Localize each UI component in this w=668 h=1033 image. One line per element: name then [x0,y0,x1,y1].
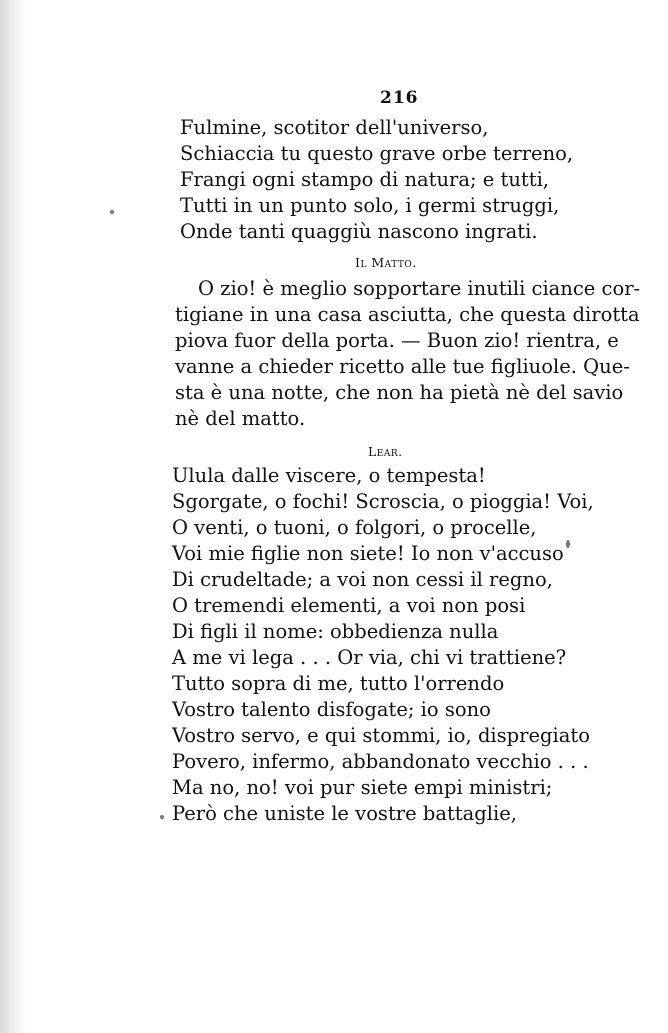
verse-line: Onde tanti quaggiù nascono ingrati. [180,220,538,243]
verse-line: O venti, o tuoni, o folgori, o procelle, [172,516,537,539]
paper-speck [160,815,164,819]
verse-line: Vostro servo, e qui stommi, io, dispregiato [172,724,590,747]
prose-line: nè del matto. [175,407,306,430]
verse-line: Vostro talento disfogate; io sono [172,698,491,721]
verse-line: Sgorgate, o fochi! Scroscia, o pioggia! Voi, [172,490,594,513]
prose-line: piova fuor della porta. — Buon zio! rientra, e [175,329,619,352]
verse-line: Tutti in un punto solo, i germi struggi, [180,194,560,217]
prose-line: sta è una notte, che non ha pietà nè del savio [175,381,624,404]
verse-line: Però che uniste le vostre battaglie, [172,802,517,825]
verse-line: Ulula dalle viscere, o tempesta! [172,464,486,487]
speaker-name: Lear. [368,444,403,459]
verse-line: Tutto sopra di me, tutto l'orrendo [172,672,505,695]
speaker-name: Il Matto. [355,255,417,270]
verse-line: Povero, infermo, abbandonato vecchio . . . [172,750,589,773]
verse-line: Fulmine, scotitor dell'universo, [180,116,489,139]
prose-line: vanne a chieder ricetto alle tue figliuole. Que- [175,355,630,378]
verse-line: A me vi lega . . . Or via, chi vi trattiene? [172,646,567,669]
page-number: 216 [380,88,419,108]
verse-line: Ma no, no! voi pur siete empi ministri; [172,776,553,799]
verse-line: Voi mie figlie non siete! Io non v'accuso [172,542,564,565]
verse-line: O tremendi elementi, a voi non posi [172,594,526,617]
prose-line: tigiane in una casa asciutta, che questa dirotta [175,303,640,326]
paper-speck [110,210,114,214]
verse-line: Di crudeltade; a voi non cessi il regno, [172,568,553,591]
paper-speck [566,540,570,548]
prose-line: O zio! è meglio sopportare inutili ciance cor- [198,277,641,300]
verse-line: Frangi ogni stampo di natura; e tutti, [180,168,550,191]
verse-line: Schiaccia tu questo grave orbe terreno, [180,142,574,165]
verse-line: Di figli il nome: obbedienza nulla [172,620,499,643]
